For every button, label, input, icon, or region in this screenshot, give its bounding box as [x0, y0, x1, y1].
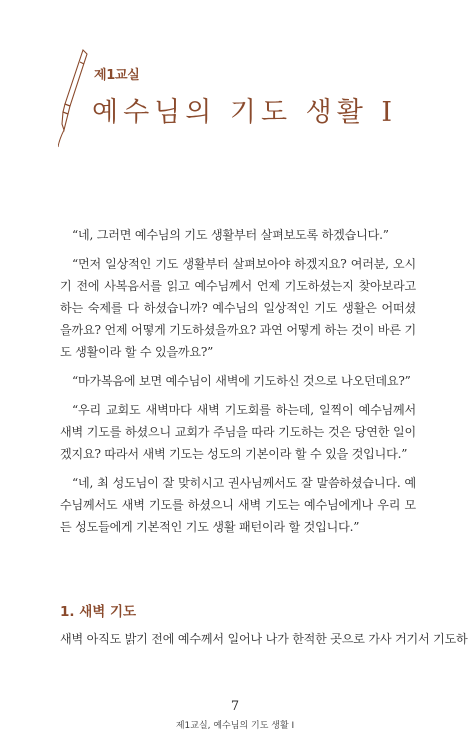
page-number: 7 [230, 699, 240, 714]
paragraph: “마가복음에 보면 예수님이 새벽에 기도하신 것으로 나오던데요?” [72, 374, 411, 388]
paragraph: “네, 최 성도님이 잘 맞히시고 권사님께서도 잘 말씀하셨습니다. 예수님께서도 새벽 기도를 하셨으니 새벽 기도는 예수님에게나 우리 모든 성도들에게 기본적인 기도 생활 패턴이라 할 것입니다.” [60, 476, 416, 534]
body-text [60, 224, 416, 545]
paragraph: “먼저 일상적인 기도 생활부터 살펴보아야 하겠지요? 여러분, 오시기 전에 사복음서를 읽고 예수님께서 언제 기도하셨는지 찾아보라고 하는 숙제를 다 하셨습니까? 예수님의 일상적인 기도 생활은 어떠셨을까요? 언제 어떻게 기도하셨을까요? 과연 어떻게 하는 것이 바른 기도 생활이라 할 수 있을까요?” [60, 257, 416, 359]
lesson-label: 제1교실 [94, 68, 140, 83]
section-text: 새벽 아직도 밝기 전에 예수께서 일어나 나가 한적한 곳으로 가사 거기서 기도하 [60, 632, 468, 646]
running-footer: 제1교실, 예수님의 기도 생활 Ⅰ [175, 721, 295, 731]
section-heading: 1. 새벽 기도 [60, 604, 137, 620]
fountain-pen-icon [58, 48, 88, 148]
paragraph: “네, 그러면 예수님의 기도 생활부터 살펴보도록 하겠습니다.” [72, 228, 389, 242]
paragraph: “우리 교회도 새벽마다 새벽 기도회를 하는데, 일찍이 예수님께서 새벽 기도를 하셨으니 교회가 주님을 따라 기도하는 것은 당연한 일이겠지요? 따라서 새벽 기도는 성도의 기본이라 할 수 있을 것입니다.” [60, 403, 416, 461]
chapter-title: 예수님의 기도 생활 Ⅰ [92, 97, 398, 128]
